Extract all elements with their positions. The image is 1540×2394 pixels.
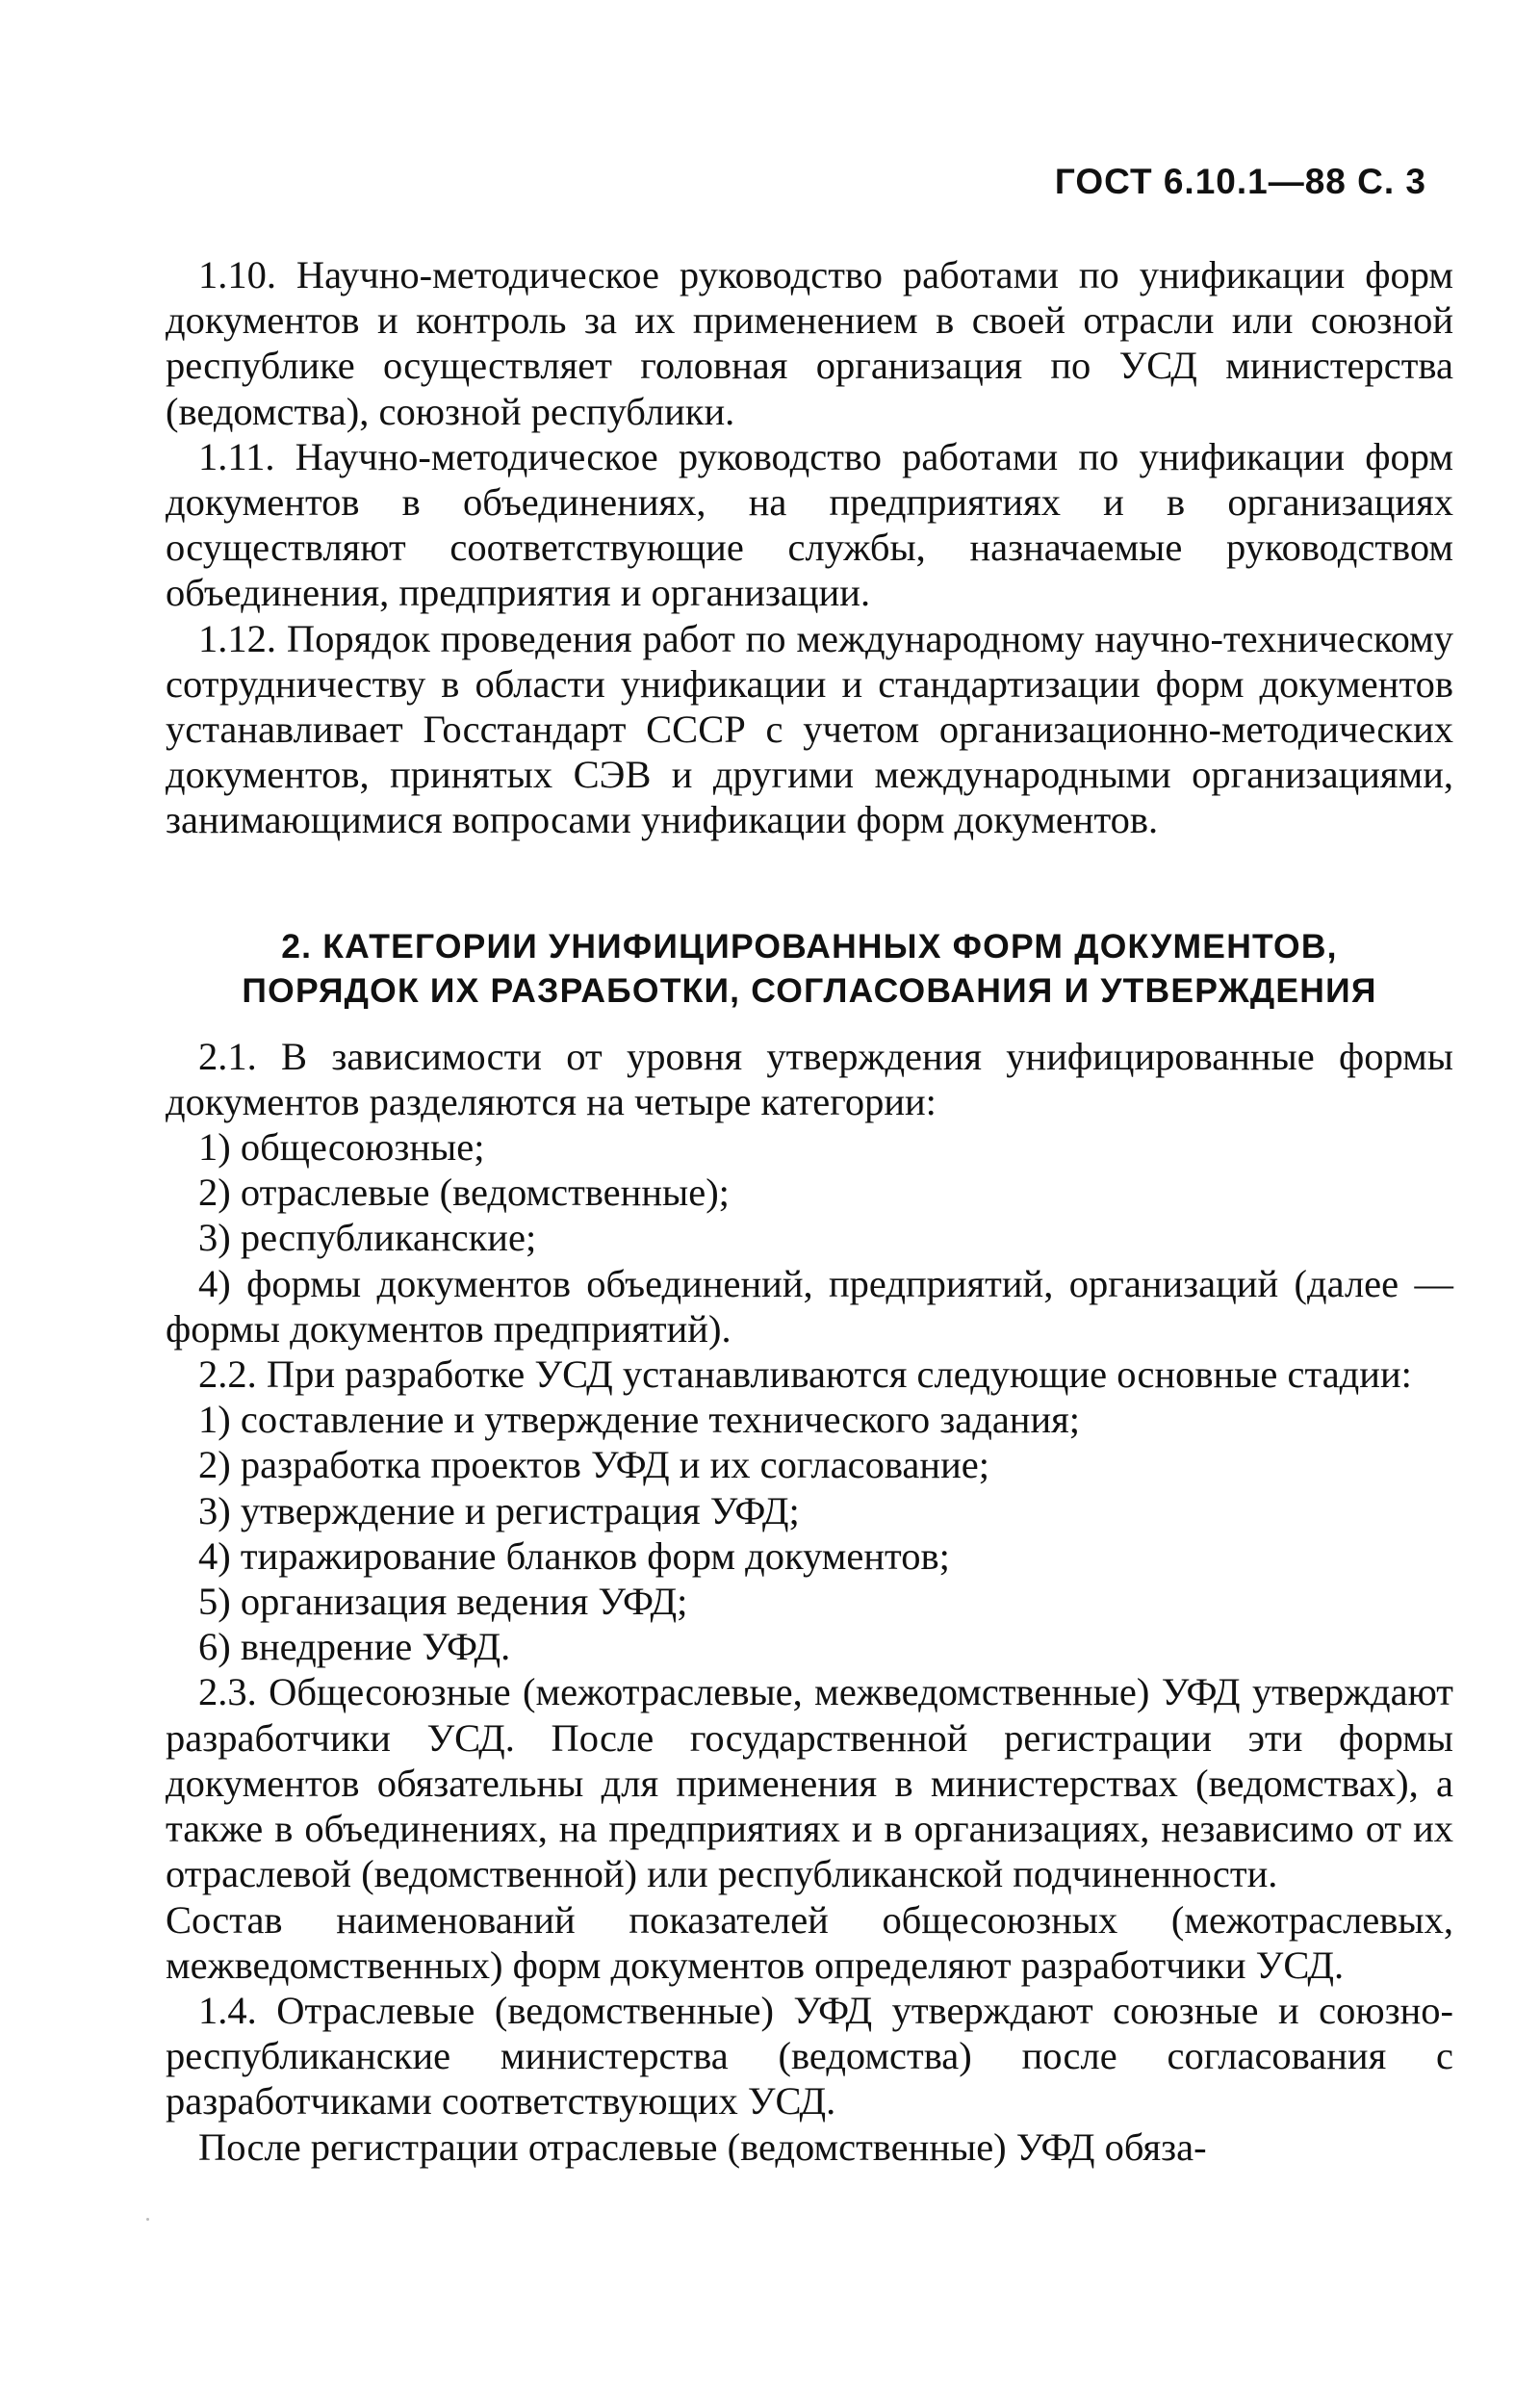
section-1-continuation — [166, 252, 1453, 843]
category-item: 2) отраслевые (ведомственные); — [198, 1171, 730, 1215]
stage-item: 6) внедрение УФД. — [198, 1625, 511, 1669]
stage-item: 4) тиражирование бланков форм документов; — [198, 1533, 950, 1578]
paragraph-2-3-continued: Состав наименований показателей общесоюзных (межотраслевых, межведомственных) форм документов определяют разработчики УСД. — [166, 1897, 1453, 1987]
paragraph-2-2: 2.2. При разработке УСД устанавливаются следующие основные стадии: — [198, 1352, 1412, 1397]
stage-item: 5) организация ведения УФД; — [198, 1580, 688, 1624]
paragraph-1-4: 1.4. Отраслевые (ведомственные) УФД утверждают союзные и союзно-республиканские министерства (ведомства) после согласования с разработчиками соответствующих УСД. — [166, 1988, 1453, 2124]
page-header: ГОСТ 6.10.1—88 С. 3 — [1054, 162, 1426, 201]
section-2-heading-line-2: ПОРЯДОК ИХ РАЗРАБОТКИ, СОГЛАСОВАНИЯ И УТВЕРЖДЕНИЯ — [242, 970, 1377, 1010]
paragraph-1-10: 1.10. Научно-методическое руководство работами по унификации форм документов и контроль за их применением в своей отрасли или союзной республике осуществляет головная организация по УСД министерства (ведомства), союзной республики. — [166, 253, 1453, 433]
section-2-heading — [166, 924, 1453, 1013]
scan-speck — [146, 2218, 149, 2221]
stage-item: 1) составление и утверждение технического задания; — [198, 1398, 1081, 1442]
section-2-heading-line-1: 2. КАТЕГОРИИ УНИФИЦИРОВАННЫХ ФОРМ ДОКУМЕНТОВ, — [281, 926, 1338, 965]
stage-item: 2) разработка проектов УФД и их согласование; — [198, 1443, 989, 1487]
category-item: 1) общесоюзные; — [198, 1125, 485, 1170]
paragraph-1-11: 1.11. Научно-методическое руководство работами по унификации форм документов в объединениях, на предприятиях и в организациях осуществляют соответствующие службы, назначаемые руководством объединения, предприятия и организации. — [166, 434, 1453, 615]
section-2-body — [166, 1034, 1453, 2170]
category-item: 3) республиканские; — [198, 1216, 537, 1260]
stage-item: 3) утверждение и регистрация УФД; — [198, 1488, 800, 1532]
paragraph-2-3: 2.3. Общесоюзные (межотраслевые, межведомственные) УФД утверждают разработчики УСД. После государственной регистрации эти формы документов обязательны для применения в министерствах (ведомствах), а также в объединениях, на предприятиях и в организациях, независимо от их отраслевой (ведомственной) или республиканской подчиненности. — [166, 1670, 1453, 1896]
category-item: 4) формы документов объединений, предприятий, организаций (далее — формы документов предприятий). — [166, 1261, 1453, 1351]
paragraph-final-fragment: После регистрации отраслевые (ведомственные) УФД обяза- — [198, 2124, 1207, 2169]
paragraph-1-12: 1.12. Порядок проведения работ по международному научно-техническому сотрудничеству в области унификации и стандартизации форм документов устанавливает Госстандарт СССР с учетом организационно-методических документов, принятых СЭВ и другими международными организациями, занимающимися вопросами унификации форм документов. — [166, 616, 1453, 842]
document-body — [166, 252, 1453, 2170]
paragraph-2-1: 2.1. В зависимости от уровня утверждения унифицированные формы документов разделяются на четыре категории: — [166, 1034, 1453, 1123]
